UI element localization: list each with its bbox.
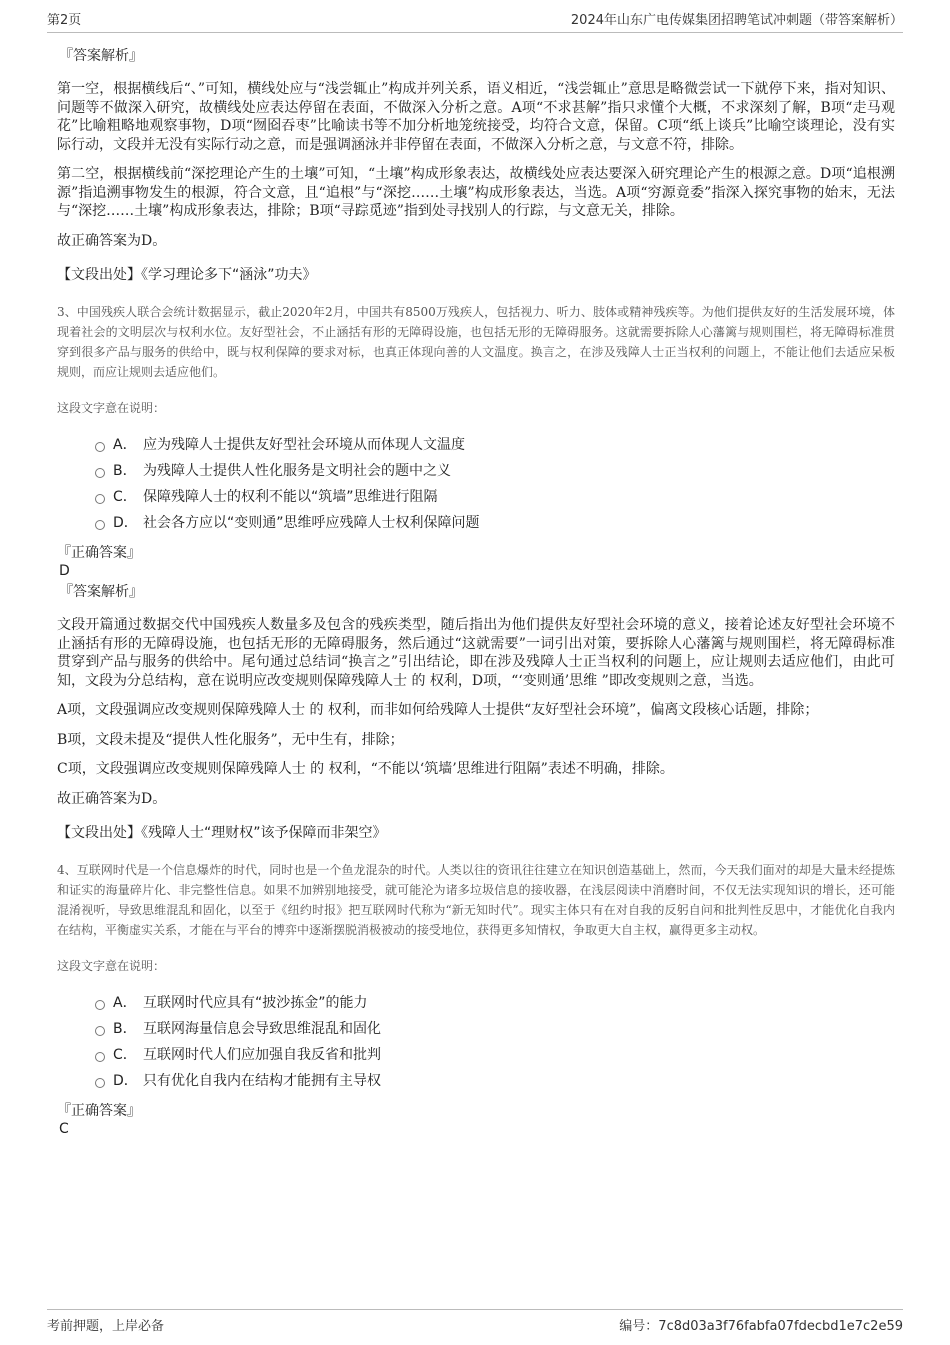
correct-answer-value: D	[59, 563, 70, 579]
page-number: 第2页	[47, 13, 82, 28]
question-4-text: 4、互联网时代是一个信息爆炸的时代，同时也是一个鱼龙混杂的时代。人类以往的资讯往往建立在知识创造基础上，然而，今天我们面对的却是大量未经提炼和证实的海量碎片化、非完整性信息。如果不加辨别地接受，就可能沦为诸多垃圾信息的接收器，在浅层阅读中消磨时间，不仅无法实现知识的增长，还可能混淆视听，导致思维混乱和固化，以至于《纽约时报》把互联网时代称为“新无知时代”。现实主体只有在对自我的反躬自问和批判性反思中，才能优化自我内在结构，平衡虚实关系，才能在与平台的博弈中逐渐摆脱消极被动的接受地位，获得更多知情权，争取更大自主权，赢得更多主动权。	[57, 863, 895, 937]
analysis-paragraph: C项，文段强调应改变规则保障残障人士 的 权利，“不能以‘筑墙’思维进行阻隔”表述不明确，排除。	[57, 761, 674, 777]
analysis-block	[57, 616, 895, 808]
source-citation: 【文段出处】《学习理论多下“涵泳”功夫》	[57, 267, 317, 283]
option-c[interactable]	[95, 488, 895, 514]
option-d[interactable]	[95, 1072, 895, 1098]
question-4-prompt: 这段文字意在说明：	[57, 959, 166, 973]
option-letter: D．	[113, 515, 138, 531]
option-letter: D．	[113, 1073, 138, 1089]
option-text: 社会各方应以“变则通”思维呼应残障人士权利保障问题	[143, 515, 480, 531]
radio-icon[interactable]	[95, 442, 105, 452]
option-letter: A．	[113, 437, 137, 453]
option-text: 为残障人士提供人性化服务是文明社会的题中之义	[143, 463, 451, 479]
analysis-paragraph: 第二空，根据横线前“深挖理论产生的土壤”可知，“土壤”构成形象表达，故横线处应表达要深入研究理论产生的根源之意。D项“追根溯源”指追溯事物发生的根源，符合文意，且“追根”与“深挖……土壤”构成形象表达，当选。A项“穷源竟委”指深入探究事物的始末，无法与“深挖……土壤”构成形象表达，排除；B项“寻踪觅迹”指到处寻找别人的行踪，与文意无关，排除。	[57, 166, 895, 219]
correct-answer-title: 『正确答案』	[57, 1103, 141, 1119]
document-title: 2024年山东广电传媒集团招聘笔试冲刺题（带答案解析）	[570, 13, 903, 28]
option-letter: A．	[113, 995, 137, 1011]
option-a[interactable]	[95, 436, 895, 462]
radio-icon[interactable]	[95, 520, 105, 530]
option-c[interactable]	[95, 1046, 895, 1072]
page-content	[57, 40, 895, 1138]
option-b[interactable]	[95, 1020, 895, 1046]
correct-answer-value: C	[59, 1121, 69, 1137]
question-3-text: 3、中国残疾人联合会统计数据显示，截止2020年2月，中国共有8500万残疾人，包括视力、听力、肢体或精神残疾等。为他们提供友好的生活发展环境，体现着社会的文明层次与权利水位。友好型社会，不止涵括有形的无障碍设施，也包括无形的无障碍服务。这就需要拆除人心藩篱与规则围栏，将无障碍标准贯穿到很多产品与服务的供给中，既与权利保障的要求对标，也真正体现向善的人文温度。换言之，在涉及残障人士正当权利的问题上，不能让他们去适应呆板规则，而应让规则去适应他们。	[57, 305, 895, 379]
option-text: 只有优化自我内在结构才能拥有主导权	[143, 1073, 381, 1089]
analysis-title: 『答案解析』	[59, 584, 143, 600]
analysis-paragraph: A项，文段强调应改变规则保障残障人士 的 权利，而非如何给残障人士提供“友好型社会环境”，偏离文段核心话题，排除；	[57, 702, 819, 718]
question-3-prompt: 这段文字意在说明：	[57, 401, 166, 415]
radio-icon[interactable]	[95, 1000, 105, 1010]
analysis-paragraph: 第一空，根据横线后“、”可知，横线处应与“浅尝辄止”构成并列关系，语义相近，“浅尝辄止”意思是略微尝试一下就停下来，指对知识、问题等不做深入研究，故横线处应表达停留在表面，不做深入分析之意。A项“不求甚解”指只求懂个大概，不求深刻了解，B项“走马观花”比喻粗略地观察事物，D项“囫囵吞枣”比喻读书等不加分析地笼统接受，均符合文意，保留。C项“纸上谈兵”比喻空谈理论，没有实际行动，文段并无没有实际行动之意，而是强调涵泳并非停留在表面，不做深入分析之意，与文意不符，排除。	[57, 81, 895, 153]
page-header	[47, 10, 903, 33]
correct-answer-title: 『正确答案』	[57, 545, 141, 561]
option-text: 保障残障人士的权利不能以“筑墙”思维进行阻隔	[143, 489, 438, 505]
option-letter: B．	[113, 463, 137, 479]
analysis-title: 『答案解析』	[59, 48, 143, 64]
option-letter: C．	[113, 489, 137, 505]
radio-icon[interactable]	[95, 468, 105, 478]
question-3-options	[95, 436, 895, 540]
option-d[interactable]	[95, 514, 895, 540]
radio-icon[interactable]	[95, 494, 105, 504]
analysis-paragraph: B项，文段未提及“提供人性化服务”，无中生有，排除；	[57, 731, 404, 748]
option-letter: B．	[113, 1021, 137, 1037]
source-citation: 【文段出处】《残障人士“理财权”该予保障而非架空》	[57, 825, 387, 841]
option-b[interactable]	[95, 462, 895, 488]
option-a[interactable]	[95, 994, 895, 1020]
option-text: 应为残障人士提供友好型社会环境从而体现人文温度	[143, 437, 465, 453]
footer-slogan: 考前押题，上岸必备	[47, 1319, 165, 1334]
option-text: 互联网海量信息会导致思维混乱和固化	[143, 1021, 381, 1037]
document-id: 编号：7c8d03a3f76fabfa07fdecbd1e7c2e59	[619, 1319, 903, 1334]
radio-icon[interactable]	[95, 1052, 105, 1062]
analysis-block	[57, 80, 895, 250]
analysis-paragraph: 文段开篇通过数据交代中国残疾人数量多及包含的残疾类型，随后指出为他们提供友好型社会环境的意义，接着论述友好型社会环境不止涵括有形的无障碍设施，也包括无形的无障碍服务，然后通过“这就需要”一词引出对策，要拆除人心藩篱与规则围栏，将无障碍标准贯穿到产品与服务的供给中。尾句通过总结词“换言之”引出结论，即在涉及残障人士正当权利的问题上，应让规则去适应他们，由此可知，文段为分总结构，意在说明应改变规则保障残障人士 的 权利，D项，“‘变则通’思维 ”即改变规则之意，当选。	[57, 617, 895, 689]
question-4-options	[95, 994, 895, 1098]
option-text: 互联网时代应具有“披沙拣金”的能力	[143, 995, 368, 1011]
radio-icon[interactable]	[95, 1078, 105, 1088]
analysis-conclusion: 故正确答案为D。	[57, 232, 167, 249]
option-letter: C．	[113, 1047, 137, 1063]
radio-icon[interactable]	[95, 1026, 105, 1036]
page-footer	[47, 1309, 903, 1338]
analysis-conclusion: 故正确答案为D。	[57, 790, 167, 807]
option-text: 互联网时代人们应加强自我反省和批判	[143, 1047, 381, 1063]
